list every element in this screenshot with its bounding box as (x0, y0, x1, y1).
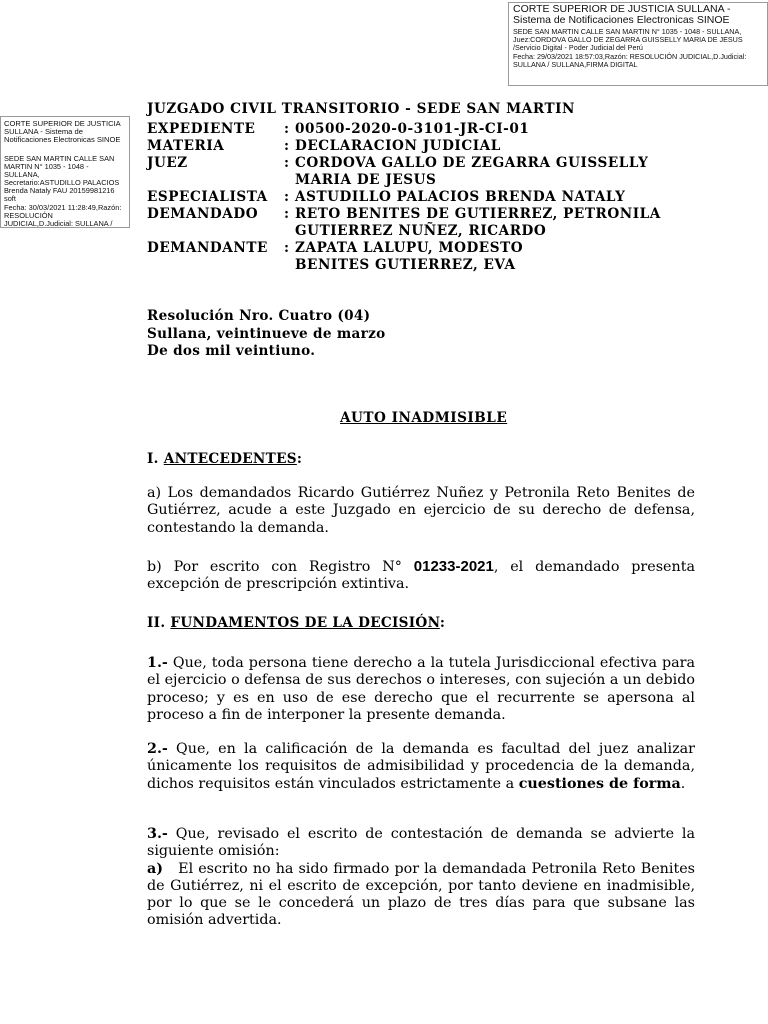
field-value: ASTUDILLO PALACIOS BRENDA NATALY (295, 189, 626, 205)
field-value: BENITES GUTIERREZ, EVA (295, 257, 516, 273)
paragraph-a: a) Los demandados Ricardo Gutiérrez Nuñez y Petronila Reto Benites de Gutiérrez, acude a este Juzgado en ejercicio de su derecho de defensa, contestando la demanda. (147, 485, 695, 536)
section-heading-fundamentos (147, 615, 445, 631)
field-value: GUTIERREZ NUÑEZ, RICARDO (295, 223, 547, 239)
paragraph-text: b) Por escrito con Registro N° (147, 559, 402, 575)
paragraph-b (147, 558, 695, 594)
item-number: 2.- (147, 741, 168, 757)
section-title: FUNDAMENTOS DE LA DECISIÓN (170, 615, 440, 631)
field-colon: : (284, 138, 290, 154)
field-label: JUEZ (147, 155, 188, 171)
stamp-institution: CORTE SUPERIOR DE JUSTICIA SULLANA - Sistema de Notificaciones Electronicas SINOE (4, 119, 121, 145)
section-title: ANTECEDENTES (163, 451, 297, 467)
item-letter: a) (147, 860, 164, 877)
field-value: CORDOVA GALLO DE ZEGARRA GUISSELLY (295, 155, 649, 171)
resolution-place-date: Sullana, veintinueve de marzo (147, 325, 386, 342)
field-label: EXPEDIENTE (147, 121, 256, 137)
court-name: JUZGADO CIVIL TRANSITORIO - SEDE SAN MARTIN (147, 101, 576, 117)
field-value: ZAPATA LALUPU, MODESTO (295, 240, 524, 256)
field-colon: : (284, 121, 290, 137)
field-value: 00500-2020-0-3101-JR-CI-01 (295, 121, 530, 137)
section-suffix: : (296, 451, 303, 467)
paragraph-text: Que, en la calificación de la demanda es facultad del juez analizar únicamente los requisitos de admisibilidad y procedencia de la demanda, dichos requisitos están vinculados estrictamente a (147, 741, 696, 792)
stamp-details: SEDE SAN MARTIN CALLE SAN MARTIN N° 1035 - 1048 - SULLANA, Juez:CORDOVA GALLO DE ZEGARRA GUISSELLY MARIA DE JESUS /Servicio Digital - Poder Judicial del Perú Fecha: 29/03/2021 18:57:03,Razón: RESOLUCIÓN JUDICIAL,D.Judicial: SULLANA / SULLANA,FIRMA DIGITAL (513, 27, 747, 69)
paragraph-text: , el demandado presenta excepción de prescripción extintiva. (147, 559, 695, 593)
resolution-year: De dos mil veintiuno. (147, 343, 316, 359)
field-label: DEMANDADO (147, 206, 259, 222)
resolution-number: Resolución Nro. Cuatro (04) (147, 308, 371, 324)
section-numeral: II. (147, 615, 166, 631)
fundamento-3 (147, 826, 695, 930)
field-value: RETO BENITES DE GUTIERREZ, PETRONILA (295, 206, 661, 222)
section-heading-antecedentes (147, 451, 302, 467)
case-header (147, 101, 661, 273)
section-suffix: : (439, 615, 446, 631)
paragraph-text: Que, toda persona tiene derecho a la tutela Jurisdiccional efectiva para el ejercicio o defensa de sus derechos o intereses, con sujeción a un debido proceso; y es en uso de ese derecho que el recurrente se apersona al proceso a fin de interponer la presente demanda. (147, 655, 695, 723)
bold-term: cuestiones de forma (518, 775, 681, 792)
paragraph-text: El escrito no ha sido firmado por la demandada Petronila Reto Benites de Gutiérrez, ni el escrito de excepción, por tanto deviene en inadmisible, por lo que se le concederá un plazo de tres días para que subsane las omisión advertida. (147, 860, 695, 929)
field-colon: : (284, 206, 290, 222)
field-colon: : (284, 240, 290, 256)
field-value: DECLARACION JUDICIAL (295, 138, 501, 154)
document-title: AUTO INADMISIBLE (340, 410, 508, 426)
field-label: ESPECIALISTA (147, 189, 268, 205)
stamp-institution: CORTE SUPERIOR DE JUSTICIA SULLANA - Sistema de Notificaciones Electronicas SINOE (513, 3, 731, 26)
resolution-block (147, 308, 385, 361)
item-number: 1.- (147, 655, 168, 671)
digital-signature-stamp-judge (508, 2, 768, 86)
registry-number: 01233-2021 (413, 558, 494, 575)
field-label: DEMANDANTE (147, 240, 268, 256)
section-numeral: I. (147, 451, 159, 467)
paragraph-text: Que, revisado el escrito de contestación de demanda se advierte la siguiente omisión: (147, 826, 695, 860)
field-label: MATERIA (147, 138, 225, 154)
fundamento-2 (147, 741, 695, 793)
fundamento-1 (147, 655, 695, 724)
field-colon: : (284, 155, 290, 171)
stamp-details: SEDE SAN MARTIN CALLE SAN MARTIN N° 1035 - 1048 - SULLANA, Secretario:ASTUDILLO PALACIOS Brenda Nataly FAU 20159981216 soft Fecha: 30/03/2021 11:28:49,Razón: RESOLUCIÓN JUDICIAL,D.Judicial: SULLANA / (4, 154, 122, 228)
field-colon: : (284, 189, 290, 205)
paragraph-text: . (680, 775, 686, 792)
digital-signature-stamp-secretary (0, 116, 130, 228)
field-value: MARIA DE JESUS (295, 172, 437, 188)
item-number: 3.- (147, 826, 168, 842)
